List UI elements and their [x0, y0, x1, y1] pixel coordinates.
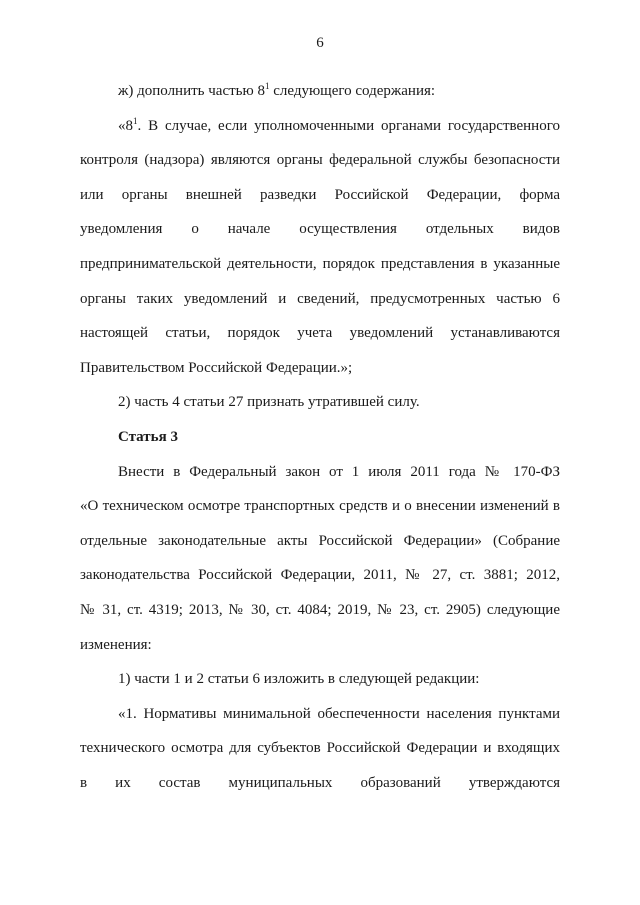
paragraph-line: «О техническом осмотре транспортных средств и о внесении изменений в	[80, 498, 560, 515]
paragraph-line: настоящей статьи, порядок учета уведомлений устанавливаются	[80, 325, 560, 342]
text-run: ж) дополнить частью 8	[118, 83, 265, 99]
paragraph-line: органы таких уведомлений и сведений, предусмотренных частью 6	[80, 290, 560, 307]
page-number: 6	[316, 35, 324, 51]
paragraph-line: в их состав муниципальных образований утверждаются	[80, 774, 560, 791]
text-run: следующего содержания:	[269, 83, 436, 99]
superscript: 1	[264, 81, 270, 91]
paragraph-line: предпринимательской деятельности, порядок представления в указанные	[80, 255, 560, 272]
paragraph-line: 1) части 1 и 2 статьи 6 изложить в следующей редакции:	[118, 671, 480, 688]
text-run: «8	[118, 117, 133, 134]
paragraph-line: № 31, ст. 4319; 2013, № 30, ст. 4084; 2019, № 23, ст. 2905) следующие	[80, 601, 560, 618]
document-body	[80, 74, 560, 800]
paragraph-line: контроля (надзора) являются органы федеральной службы безопасности	[80, 152, 560, 169]
paragraph-line: «1. Нормативы минимальной обеспеченности населения пунктами	[118, 705, 560, 722]
paragraph-line: законодательства Российской Федерации, 2011, № 27, ст. 3881; 2012,	[80, 567, 560, 584]
paragraph-line	[80, 109, 560, 144]
paragraph-line: технического осмотра для субъектов Российской Федерации и входящих	[80, 740, 560, 757]
paragraph-line: уведомления о начале осуществления отдельных видов	[80, 221, 560, 238]
paragraph-line: отдельные законодательные акты Российской Федерации» (Собрание	[80, 532, 560, 549]
paragraph-line	[80, 74, 560, 109]
superscript: 1	[133, 115, 138, 126]
paragraph-line: Внести в Федеральный закон от 1 июля 2011 года № 170-ФЗ	[118, 463, 560, 480]
paragraph-line: 2) часть 4 статьи 27 признать утратившей силу.	[118, 394, 420, 411]
paragraph-line: или органы внешней разведки Российской Федерации, форма	[80, 186, 560, 203]
text-run: . В случае, если уполномоченными органами государственного	[137, 117, 560, 134]
paragraph-line: изменения:	[80, 636, 152, 653]
paragraph-line: Правительством Российской Федерации.»;	[80, 359, 353, 376]
article-heading: Статья 3	[118, 428, 178, 445]
